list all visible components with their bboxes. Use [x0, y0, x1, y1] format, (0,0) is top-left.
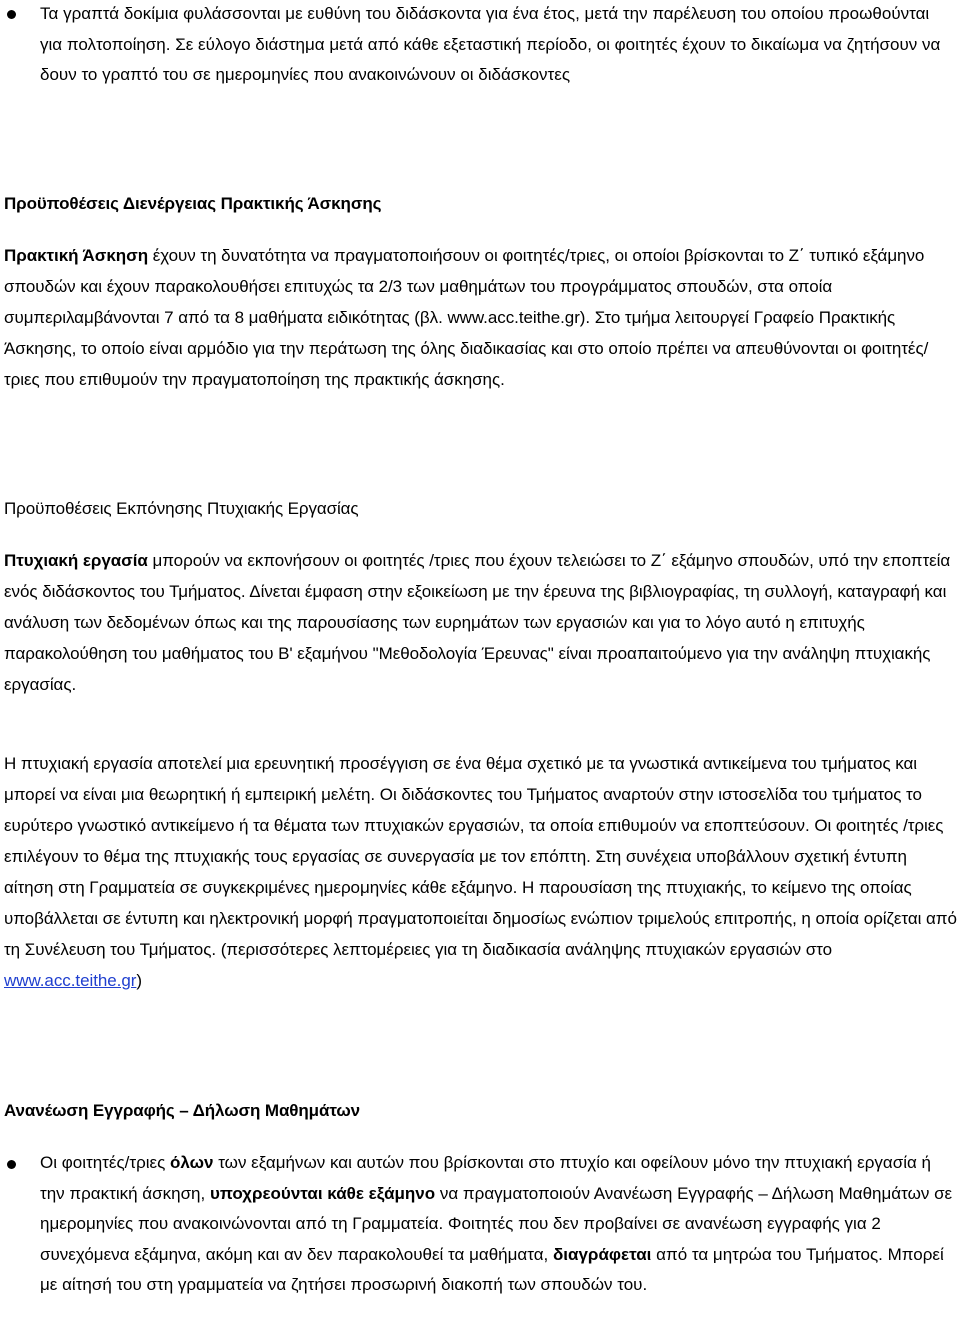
section-heading-registration: Ανανέωση Εγγραφής – Δήλωση Μαθημάτων [4, 1101, 360, 1120]
paragraph-text: έχουν τη δυνατότητα να πραγματοποιήσουν οι φοιτητές/τριες, οι οποίοι βρίσκονται το Ζ΄ τυπικό εξάμηνο σπουδών και έχουν παρακολουθήσει επιτυχώς τα 2/3 των μαθημάτων του προγράμματος σπουδών, στα οποία συμπεριλαμβάνονται 7 από τα 8 μαθήματα ειδικότητας (βλ. www.acc.teithe.gr). Στο τμήμα λειτουργεί Γραφείο Πρακτικής Άσκησης, το οποίο είναι αρμόδιο για την περάτωση της όλης διαδικασίας και στο οποίο πρέπει να απευθύνονται οι φοιτητές/τριες που επιθυμούν την πραγματοποίηση της πρακτικής άσκησης. [4, 246, 929, 389]
list-item [0, 0, 956, 123]
text-span: από τα μητρώα του Τμήματος. Μπορεί με αίτησή του στη γραμματεία να ζητήσει προσωρινή διακοπή των σπουδών του. [40, 1244, 944, 1295]
section-heading-thesis [4, 497, 954, 521]
paragraph-tail: ) [136, 971, 142, 990]
paragraph-text: Η πτυχιακή εργασία αποτελεί μια ερευνητική προσέγγιση σε ένα θέμα σχετικό με τα γνωστικά αντικείμενα του τμήματος και μπορεί να είναι μια θεωρητική ή εμπειρική μελέτη. Οι διδάσκοντες του Τμήματος αναρτούν στην ιστοσελίδα του τμήματος το ευρύτερο γνωστικό αντικείμενο ή τα θέματα των πτυχιακών εργασιών, τα οποία επιθυμούν να εποπτεύσουν. Οι φοιτητές /τριες επιλέγουν το θέμα της πτυχιακής τους εργασίας σε συνεργασία με τον επόπτη. Στη συνέχεια υποβάλλουν σχετική έντυπη αίτηση στη Γραμματεία σε συγκεκριμένες ημερομηνίες κάθε εξάμηνο. Η παρουσίαση της πτυχιακής, το κείμενο της οποίας υποβάλλεται σε έντυπη και ηλεκτρονική μορφή πραγματοποιείται δημοσίως ενώπιον τριμελούς επιτροπής, η οποία ορίζεται από τη Συνέλευση του Τμήματος. (περισσότερες λεπτομέρειες για τη διαδικασία ανάληψης πτυχιακών εργασιών στο [4, 754, 957, 959]
bullet-icon [7, 10, 16, 19]
website-link[interactable]: www.acc.teithe.gr [4, 971, 137, 990]
bold-term: Πτυχιακή εργασία [4, 551, 148, 570]
bold-term: διαγράφεται [552, 1244, 652, 1264]
bold-term: υποχρεούνται κάθε εξάμηνο [209, 1183, 436, 1203]
text-span: των εξαμήνων και αυτών που βρίσκονται στο πτυχίο και οφείλουν μόνο την πτυχιακή εργασία ή την πρακτική άσκηση, [40, 1153, 931, 1203]
text-span: να πραγματοποιούν Ανανέωση Εγγραφής – Δήλωση Μαθημάτων σε ημερομηνίες που ανακοινώνονται από τη Γραμματεία. Φοιτητές που δεν προβαίνει σε ανανέωση εγγραφής για 2 συνεχόμενα εξάμηνα, ακόμη και αν δεν παρακολουθεί τα μαθήματα, [40, 1183, 953, 1264]
paragraph-internship [4, 240, 958, 395]
bullet-text [40, 1148, 956, 1301]
paragraph-thesis-1 [4, 545, 958, 700]
bullet-text: Τα γραπτά δοκίμια φυλάσσονται με ευθύνη του διδάσκοντα για ένα έτος, μετά την παρέλευση του οποίου προωθούνται για πολτοποίηση. Σε εύλογο διάστημα μετά από κάθε εξεταστική περίοδο, οι φοιτητές έχουν το δικαίωμα να ζητήσουν να δουν το γραπτό του σε ημερομηνίες που ανακοινώνουν οι διδάσκοντες [40, 4, 941, 84]
section-heading-internship: Προϋποθέσεις Διενέργειας Πρακτικής Άσκησης [4, 194, 382, 213]
bullet-icon [7, 1160, 16, 1169]
bold-term: Πρακτική Άσκηση [4, 246, 149, 265]
paragraph-text: μπορούν να εκπονήσουν οι φοιτητές /τριες που έχουν τελειώσει το Ζ΄ εξάμηνο σπουδών, υπό την εποπτεία ενός διδάσκοντος του Τμήματος. Δίνεται έμφαση στην εξοικείωση με την έρευνα της βιβλιογραφίας, τη συλλογή, καταγραφή και ανάλυση των δεδομένων όπως και της παρουσίασης των ευρημάτων των εργασιών και για το λόγο αυτό η επιτυχής παρακολούθηση του μαθήματος του B' εξαμήνου "Μεθοδολογία Έρευνας" είναι προαπαιτούμενο για την ανάληψη πτυχιακής εργασίας. [4, 551, 951, 694]
paragraph-thesis-2 [4, 748, 958, 996]
bold-term: όλων [170, 1153, 214, 1172]
text-span: Οι φοιτητές/τριες [40, 1153, 171, 1172]
heading-text: Προϋποθέσεις Εκπόνησης Πτυχιακής Εργασίας [4, 499, 359, 518]
list-item [0, 1148, 956, 1331]
